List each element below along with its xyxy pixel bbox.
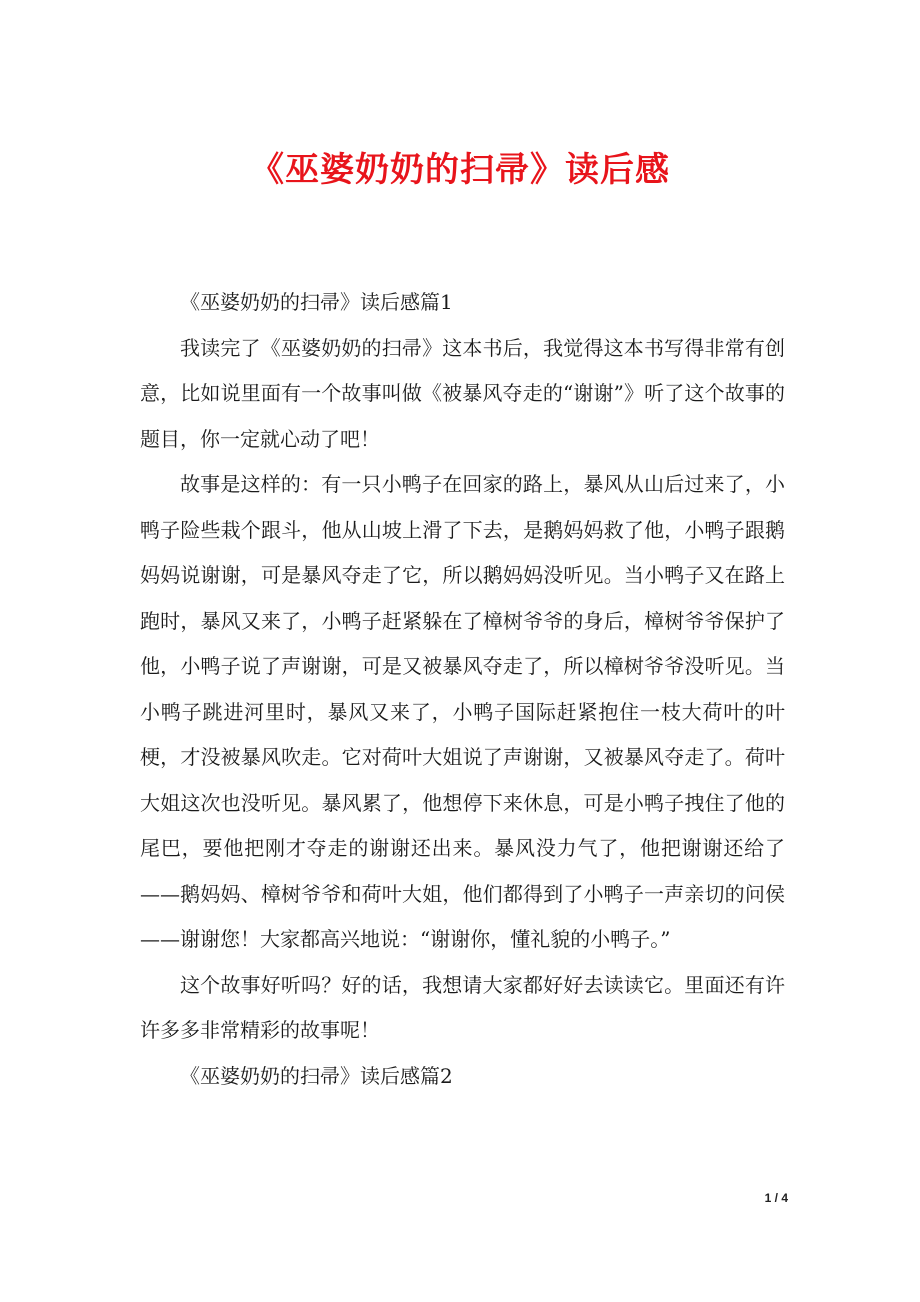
document-title: 《巫婆奶奶的扫帚》读后感	[250, 150, 670, 190]
paragraph-conclusion: 这个故事好听吗？好的话，我想请大家都好好去读读它。里面还有许许多多非常精彩的故事呢！	[140, 972, 785, 1042]
paragraph-intro: 我读完了《巫婆奶奶的扫帚》这本书后，我觉得这本书写得非常有创意，比如说里面有一个故事叫做《被暴风夺走的“谢谢”》听了这个故事的题目，你一定就心动了吧！	[140, 335, 785, 451]
page-number: 1 / 4	[764, 1191, 788, 1205]
section-heading-2: 《巫婆奶奶的扫帚》读后感篇2	[180, 1063, 453, 1088]
document-body	[140, 280, 785, 1099]
paragraph-story: 故事是这样的：有一只小鸭子在回家的路上，暴风从山后过来了，小鸭子险些栽个跟斗，他从山坡上滑了下去，是鹅妈妈救了他，小鸭子跟鹅妈妈说谢谢，可是暴风夺走了它，所以鹅妈妈没听见。当小鸭子又在路上跑时，暴风又来了，小鸭子赶紧躲在了樟树爷爷的身后，樟树爷爷保护了他，小鸭子说了声谢谢，可是又被暴风夺走了，所以樟树爷爷没听见。当小鸭子跳进河里时，暴风又来了，小鸭子国际赶紧抱住一枝大荷叶的叶梗，才没被暴风吹走。它对荷叶大姐说了声谢谢，又被暴风夺走了。荷叶大姐这次也没听见。暴风累了，他想停下来休息，可是小鸭子拽住了他的尾巴，要他把刚才夺走的谢谢还出来。暴风没力气了，他把谢谢还给了——鹅妈妈、樟树爷爷和荷叶大姐，他们都得到了小鸭子一声亲切的问侯——谢谢您！大家都高兴地说：“谢谢你，懂礼貌的小鸭子。”	[140, 472, 785, 951]
section-heading-1: 《巫婆奶奶的扫帚》读后感篇1	[180, 290, 453, 314]
